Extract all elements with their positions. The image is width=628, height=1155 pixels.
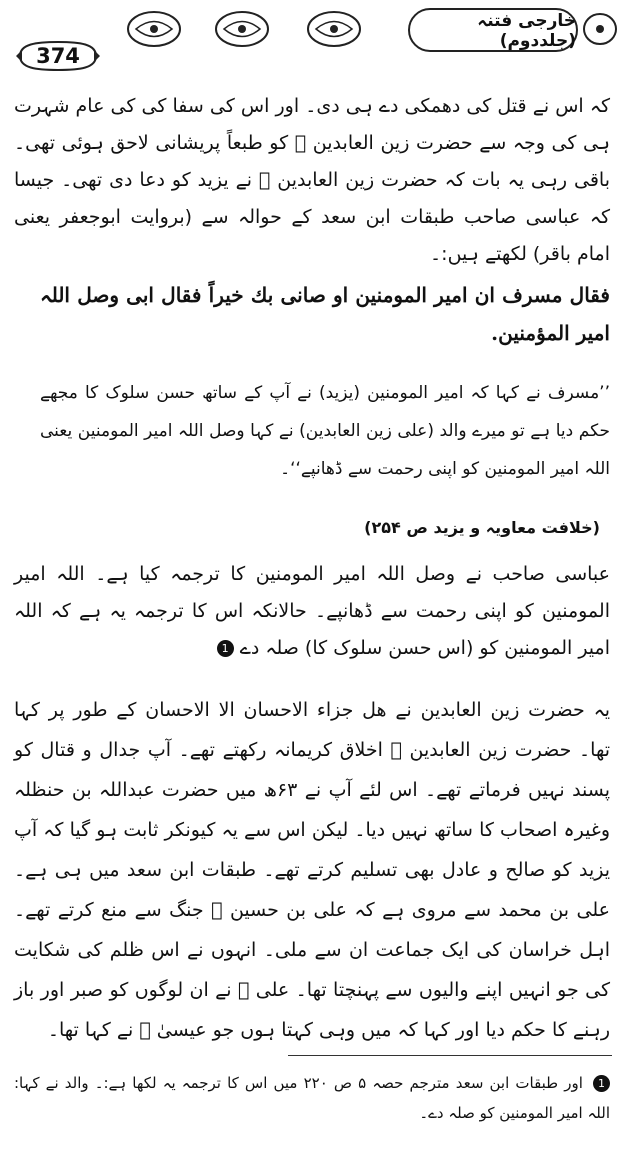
footnote-text: اور طبقات ابن سعد مترجم حصہ ۵ ص ۲۲۰ میں اس کا ترجمہ یہ لکھا ہے:۔ والد نے کہا: اللہ امیر المومنین کو صلہ دے۔	[14, 1074, 610, 1122]
paragraph-2-text: عباسی صاحب نے وصل اللہ امیر المومنین کا ترجمہ کیا ہے۔ اللہ امیر المومنین کو اپنی رحمت سے ڈھانپے۔ حالانکہ اس کا ترجمہ یہ ہے کہ اللہ امیر المومنین کو (اس حسن سلوک کا) صلہ دے	[14, 563, 610, 659]
ornament-icon	[304, 8, 364, 50]
source-reference: (خلافت معاویہ و یزید ص ۲۵۴)	[364, 518, 600, 537]
page-number: 374	[36, 44, 80, 68]
paragraph-1: کہ اس نے قتل کی دھمکی دے ہی دی۔ اور اس کی سفا کی کی عام شہرت ہی کی وجہ سے حضرت زین العابدین ﷫ کو طبعاً پریشانی لاحق ہوئی تھی۔ باقی رہی یہ بات کہ حضرت زین العابدین ﷫ نے یزید کو دعا دی تھی۔ جیسا کہ عباسی صاحب طبقات ابن سعد کے حوالہ سے (بروایت ابوجعفر یعنی امام باقر) لکھتے ہیں:۔	[14, 95, 610, 265]
footnote	[14, 1068, 610, 1128]
ornament-icon	[212, 8, 272, 50]
quote-translation: ’’مسرف نے کہا کہ امیر المومنین (یزید) نے آپ کے ساتھ حسن سلوک کا مجھے حکم دیا ہے تو میرے والد (علی زین العابدین) نے کہا وصل اللہ امیر المومنین یعنی اللہ امیر المومنین کو اپنی رحمت سے ڈھانپے‘‘۔	[40, 383, 610, 479]
paragraph-3: یہ حضرت زین العابدین نے ھل جزاء الاحسان الا الاحسان کے طور پر کہا تھا۔ حضرت زین العابدین ﷫ اخلاق کریمانہ رکھتے تھے۔ آپ جدال و قتال کو پسند نہیں فرماتے تھے۔ اس لئے آپ نے ۶۳ھ میں حضرت عبداللہ بن حنظلہ وغیرہ اصحاب کا ساتھ نہیں دیا۔ لیکن اس سے یہ کیونکر ثابت ہو گیا کہ آپ یزید کو صالح و عادل بھی تسلیم کرتے تھے۔ طبقات ابن سعد میں ہی ہے۔ علی بن محمد سے مروی ہے کہ علی بن حسین ﷜ جنگ سے منع کرتے تھے۔ اہل خراسان کی ایک جماعت ان سے ملی۔ انہوں نے اس ظلم کی شکایت کی جو انہیں اپنے والیوں سے پہنچتا تھا۔ علی ﷫ نے ان لوگوں کو صبر اور باز رہنے کا حکم دیا اور کہا کہ میں وہی کہتا ہوں جو عیسیٰ ﷤ نے کہا تھا۔	[14, 699, 611, 1041]
ornament-icon	[124, 8, 184, 50]
paragraph-2	[14, 556, 610, 667]
footnote-divider	[288, 1055, 612, 1056]
arabic-quote: فقال مسرف ان امیر المومنین او صانی بك خیراً فقال ابی وصل اللہ امیر المؤمنین.	[40, 283, 610, 345]
footnote-number: 1	[593, 1075, 610, 1092]
ornament-icon	[580, 8, 620, 50]
running-title: خارجی فتنہ (جلددوم)	[408, 8, 578, 52]
page-number-badge	[14, 38, 102, 74]
page-header	[0, 0, 628, 78]
footnote-marker[interactable]: 1	[217, 640, 234, 657]
